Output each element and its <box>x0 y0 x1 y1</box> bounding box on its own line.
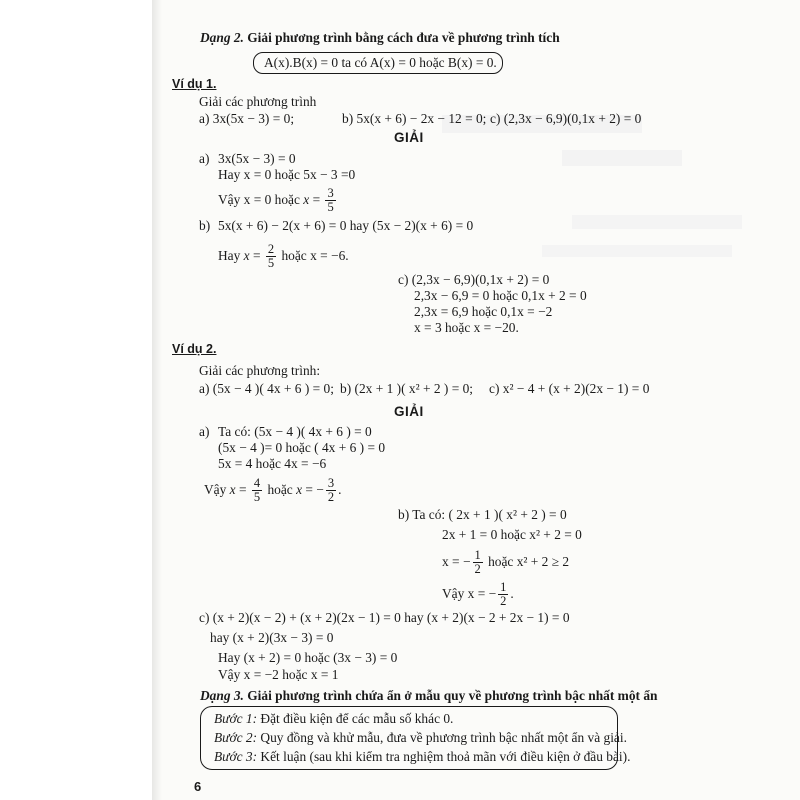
vd1-sol-b-line1: 5x(x + 6) − 2(x + 6) = 0 hay (5x − 2)(x + 6) = 0 <box>218 218 474 233</box>
vd1-problem-b: b) 5x(x + 6) − 2x − 12 = 0; <box>342 111 487 126</box>
step-text: Đặt điều kiện để các mẫu số khác 0. <box>257 711 454 726</box>
numerator: 1 <box>500 580 507 595</box>
vd2-sol-b-vay: Vậy x = − <box>442 586 497 601</box>
vd2-solution-heading: GIẢI <box>394 404 424 419</box>
fraction <box>252 477 262 504</box>
vd2-sol-b-line2: 2x + 1 = 0 hoặc x² + 2 = 0 <box>442 527 582 542</box>
vd1-sol-c-line4: x = 3 hoặc x = −20. <box>414 320 519 335</box>
dang3-label: Dạng 3. <box>200 688 244 703</box>
dang3-step-3 <box>214 749 630 765</box>
vd2-sol-b-line1: b) Ta có: ( 2x + 1 )( x² + 2 ) = 0 <box>398 507 567 522</box>
equals: = <box>235 482 250 497</box>
bleed-through-block <box>562 150 682 166</box>
denominator: 2 <box>474 562 481 577</box>
vd1-sol-a-line1: 3x(5x − 3) = 0 <box>218 151 296 166</box>
vd2-sol-a-vay: Vậy <box>204 482 230 497</box>
x-equals-minus: x = − <box>442 554 471 569</box>
vd1-sol-b-line2 <box>218 240 349 272</box>
fraction <box>498 581 508 608</box>
vd1-sol-c-line2: 2,3x − 6,9 = 0 hoặc 0,1x + 2 = 0 <box>414 288 587 303</box>
bleed-through-block <box>542 245 732 257</box>
vd1-problem-c: c) (2,3x − 6,9)(0,1x + 2) = 0 <box>490 111 642 126</box>
numerator: 1 <box>474 548 481 563</box>
period: . <box>338 482 342 497</box>
vd2-sol-b-line4 <box>442 578 514 610</box>
vd2-sol-a-line3: 5x = 4 hoặc 4x = −6 <box>218 456 327 471</box>
vd2-sol-c-line2: hay (x + 2)(3x − 3) = 0 <box>210 630 334 645</box>
vd2-problem-c: c) x² − 4 + (x + 2)(2x − 1) = 0 <box>489 381 650 396</box>
denominator: 5 <box>267 256 275 271</box>
vd1-sol-a-label: a) <box>199 151 210 166</box>
numerator: 3 <box>327 476 335 491</box>
hoac: hoặc <box>264 482 297 497</box>
vd2-sol-a-line1: Ta có: (5x − 4 )( 4x + 6 ) = 0 <box>218 424 372 439</box>
vd1-sol-a-line3 <box>218 184 338 216</box>
var-x: x <box>296 482 303 497</box>
vd2-sol-c-line1: c) (x + 2)(x − 2) + (x + 2)(2x − 1) = 0 hay (x + 2)(x − 2 + 2x − 1) = 0 <box>199 610 570 625</box>
vd2-problem-b: b) (2x + 1 )( x² + 2 ) = 0; <box>340 381 474 396</box>
fraction <box>266 243 276 270</box>
numerator: 3 <box>327 186 334 201</box>
dang3-step-2 <box>214 730 627 746</box>
denominator: 5 <box>327 200 334 215</box>
vd2-problem-a: a) (5x − 4 )( 4x + 6 ) = 0; <box>199 381 334 396</box>
book-page <box>152 0 800 800</box>
step-text: Kết luận (sau khi kiểm tra nghiệm thoả mãn với điều kiện ở đầu bài). <box>257 749 631 764</box>
step-text: Quy đồng và khử mẫu, đưa về phương trình bậc nhất một ẩn và giải. <box>257 730 627 745</box>
step-label: Bước 1: <box>214 711 258 726</box>
vd2-sol-a-line4 <box>204 474 341 506</box>
vd1-sol-b-label: b) <box>199 218 211 233</box>
vd2-sol-c-line3: Hay (x + 2) = 0 hoặc (3x − 3) = 0 <box>218 650 398 665</box>
equals: = <box>249 248 264 263</box>
vd2-sol-c-line4: Vậy x = −2 hoặc x = 1 <box>218 667 339 682</box>
numerator: 2 <box>267 242 275 257</box>
vd2-sol-a-line2: (5x − 4 )= 0 hoặc ( 4x + 6 ) = 0 <box>218 440 386 455</box>
vd1-sol-c-line3: 2,3x = 6,9 hoặc 0,1x = −2 <box>414 304 553 319</box>
page-number: 6 <box>194 779 202 794</box>
vd1-sol-b-hay: Hay <box>218 248 244 263</box>
vd1-prompt: Giải các phương trình <box>199 94 317 109</box>
vd2-sol-b-tail: hoặc x² + 2 ≥ 2 <box>484 554 570 569</box>
vd1-solution-heading: GIẢI <box>394 130 424 145</box>
vd2-sol-b-line3 <box>442 546 569 578</box>
vd2-prompt: Giải các phương trình: <box>199 363 321 378</box>
period: . <box>510 586 514 601</box>
dang2-heading <box>200 30 560 46</box>
dang2-title: Giải phương trình bằng cách đưa về phương trình tích <box>243 30 560 45</box>
equals-minus: = − <box>302 482 324 497</box>
fraction <box>473 549 483 576</box>
vd1-sol-c-line1: c) (2,3x − 6,9)(0,1x + 2) = 0 <box>398 272 550 287</box>
vd1-sol-a-conclusion: Vậy x = 0 hoặc <box>218 192 304 207</box>
step-label: Bước 3: <box>214 749 258 764</box>
step-label: Bước 2: <box>214 730 258 745</box>
denominator: 2 <box>500 594 507 609</box>
denominator: 5 <box>253 490 261 505</box>
dang3-title: Giải phương trình chứa ẩn ở mẫu quy về phương trình bậc nhất một ẩn <box>243 688 658 703</box>
vd2-sol-a-label: a) <box>199 424 210 439</box>
var-x: x <box>243 248 250 263</box>
vd1-sol-a-line2: Hay x = 0 hoặc 5x − 3 =0 <box>218 167 356 182</box>
bleed-through-block <box>572 215 742 229</box>
denominator: 2 <box>327 490 335 505</box>
vd1-label: Ví dụ 1. <box>172 77 217 91</box>
vd1-sol-b-tail: hoặc x = −6. <box>278 248 349 263</box>
dang2-formula: A(x).B(x) = 0 ta có A(x) = 0 hoặc B(x) = 0. <box>264 55 497 70</box>
var-x: x <box>229 482 236 497</box>
fraction <box>326 477 336 504</box>
dang2-label: Dạng 2. <box>200 30 244 45</box>
var-x: x <box>303 192 310 207</box>
dang3-step-1 <box>214 711 453 727</box>
equals: = <box>309 192 324 207</box>
dang3-heading <box>200 688 657 704</box>
numerator: 4 <box>253 476 261 491</box>
fraction <box>325 187 335 214</box>
vd2-label: Ví dụ 2. <box>172 342 217 356</box>
vd1-problem-a: a) 3x(5x − 3) = 0; <box>199 111 295 126</box>
